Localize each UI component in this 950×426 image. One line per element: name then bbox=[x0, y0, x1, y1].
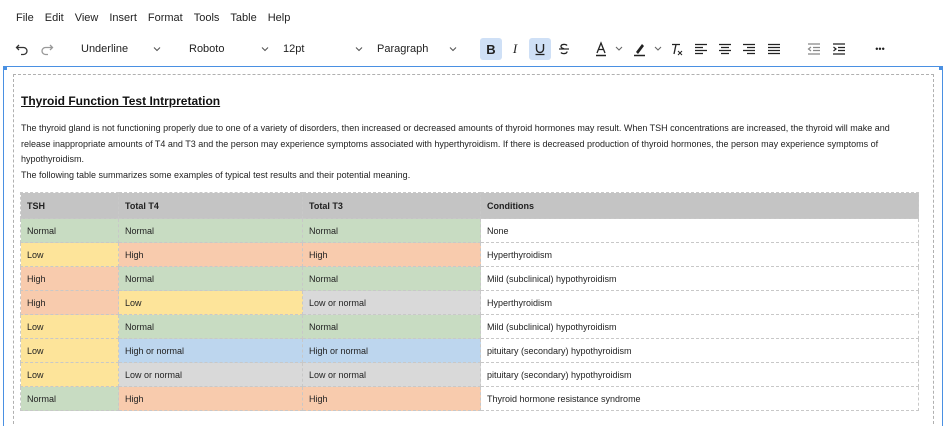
align-justify-button[interactable] bbox=[765, 36, 783, 62]
chevron-down-icon bbox=[448, 44, 458, 54]
align-justify-icon bbox=[767, 42, 781, 56]
cell-total-t3: High bbox=[303, 243, 481, 267]
cell-tsh: Low bbox=[21, 243, 119, 267]
cell-total-t4: High or normal bbox=[119, 339, 303, 363]
menu-edit[interactable]: Edit bbox=[44, 12, 64, 24]
outdent-icon bbox=[807, 42, 821, 56]
block-format-select[interactable] bbox=[372, 38, 462, 60]
align-center-button[interactable] bbox=[716, 36, 734, 62]
underline-icon bbox=[533, 42, 547, 56]
table-row bbox=[21, 291, 919, 315]
cell-total-t3: Normal bbox=[303, 267, 481, 291]
table-row bbox=[21, 267, 919, 291]
menu-insert[interactable]: Insert bbox=[109, 12, 137, 24]
cell-conditions: Thyroid hormone resistance syndrome bbox=[481, 387, 919, 411]
cell-tsh: Low bbox=[21, 339, 119, 363]
undo-button[interactable] bbox=[12, 36, 32, 62]
clear-formatting-button[interactable] bbox=[668, 36, 686, 62]
cell-tsh: Low bbox=[21, 315, 119, 339]
highlight-color-button[interactable] bbox=[632, 36, 664, 62]
italic-button[interactable] bbox=[504, 38, 526, 60]
cell-total-t3: High or normal bbox=[303, 339, 481, 363]
menu-table[interactable]: Table bbox=[230, 12, 257, 24]
redo-icon bbox=[40, 42, 54, 56]
cell-tsh: High bbox=[21, 267, 119, 291]
cell-tsh: High bbox=[21, 291, 119, 315]
menu-help[interactable]: Help bbox=[267, 12, 291, 24]
text-color-button[interactable] bbox=[594, 36, 624, 62]
redo-button[interactable] bbox=[37, 36, 57, 62]
cell-conditions: pituitary (secondary) hypothyroidism bbox=[481, 339, 919, 363]
cell-total-t4: High bbox=[119, 387, 303, 411]
table-row bbox=[21, 219, 919, 243]
indent-button[interactable] bbox=[830, 36, 848, 62]
cell-tsh: Normal bbox=[21, 219, 119, 243]
align-center-icon bbox=[718, 42, 732, 56]
table-row bbox=[21, 387, 919, 411]
document-title: Thyroid Function Test Intrpretation bbox=[21, 94, 221, 108]
cell-tsh: Low bbox=[21, 363, 119, 387]
table-row bbox=[21, 243, 919, 267]
cell-tsh: Normal bbox=[21, 387, 119, 411]
text-color-icon bbox=[594, 41, 624, 57]
cell-conditions: Mild (subclinical) hypothyroidism bbox=[481, 267, 919, 291]
highlighter-icon bbox=[632, 41, 664, 57]
font-family-value: Roboto bbox=[189, 43, 225, 55]
cell-total-t3: Low or normal bbox=[303, 291, 481, 315]
header-conditions: Conditions bbox=[481, 193, 919, 219]
thyroid-results-table bbox=[20, 192, 919, 411]
header-total-t3: Total T3 bbox=[303, 193, 481, 219]
menu-file[interactable]: File bbox=[16, 12, 34, 24]
text-style-select[interactable] bbox=[76, 38, 166, 60]
cell-conditions: pituitary (secondary) hypothyroidism bbox=[481, 363, 919, 387]
block-format-value: Paragraph bbox=[377, 43, 429, 55]
editor-area[interactable] bbox=[3, 66, 943, 426]
outdent-button[interactable] bbox=[805, 36, 823, 62]
chevron-down-icon bbox=[152, 44, 162, 54]
cell-total-t4: Low or normal bbox=[119, 363, 303, 387]
cell-total-t3: Normal bbox=[303, 315, 481, 339]
align-right-icon bbox=[742, 42, 756, 56]
undo-icon bbox=[15, 42, 29, 56]
chevron-down-icon bbox=[354, 44, 364, 54]
align-right-button[interactable] bbox=[740, 36, 758, 62]
bold-button[interactable] bbox=[480, 38, 502, 60]
bold-icon: B bbox=[486, 41, 496, 57]
menu-tools[interactable]: Tools bbox=[193, 12, 220, 24]
cell-total-t4: Normal bbox=[119, 219, 303, 243]
table-row bbox=[21, 339, 919, 363]
cell-total-t3: High bbox=[303, 387, 481, 411]
toolbar bbox=[0, 36, 950, 62]
menu-format[interactable]: Format bbox=[147, 12, 183, 24]
cell-conditions: Mild (subclinical) hypothyroidism bbox=[481, 315, 919, 339]
menu-bar bbox=[0, 0, 950, 36]
cell-total-t3: Low or normal bbox=[303, 363, 481, 387]
font-size-value: 12pt bbox=[283, 43, 305, 55]
cell-total-t4: Normal bbox=[119, 315, 303, 339]
resize-handle-left[interactable] bbox=[3, 66, 7, 70]
underline-button[interactable] bbox=[529, 38, 551, 60]
cell-total-t4: High bbox=[119, 243, 303, 267]
cell-total-t4: Low bbox=[119, 291, 303, 315]
text-style-value: Underline bbox=[81, 43, 129, 55]
cell-conditions: None bbox=[481, 219, 919, 243]
table-row bbox=[21, 363, 919, 387]
header-tsh: TSH bbox=[21, 193, 119, 219]
font-size-select[interactable] bbox=[278, 38, 368, 60]
align-left-button[interactable] bbox=[692, 36, 710, 62]
table-header-row bbox=[21, 193, 919, 219]
cell-conditions: Hyperthyroidism bbox=[481, 243, 919, 267]
clear-formatting-icon bbox=[670, 42, 684, 56]
cell-total-t4: Normal bbox=[119, 267, 303, 291]
more-icon: ••• bbox=[875, 44, 885, 54]
strikethrough-button[interactable] bbox=[553, 38, 575, 60]
strikethrough-icon bbox=[557, 42, 571, 56]
table-row bbox=[21, 315, 919, 339]
align-left-icon bbox=[694, 42, 708, 56]
italic-icon: I bbox=[512, 41, 518, 56]
resize-handle-right[interactable] bbox=[939, 66, 943, 70]
menu-view[interactable]: View bbox=[74, 12, 99, 24]
chevron-down-icon bbox=[260, 44, 270, 54]
header-total-t4: Total T4 bbox=[119, 193, 303, 219]
more-options-button[interactable] bbox=[868, 36, 892, 62]
cell-total-t3: Normal bbox=[303, 219, 481, 243]
intro-paragraph: The thyroid gland is not functioning properly due to one of a variety of disorders, then increased or decreased amounts of thyroid hormones may result. When TSH concentrations are increased, the thyroid will make and release inappropriate amounts of T4 and T3 and the person may experience symptoms associated with hyperthyroidism. If there is decreased production of thyroid hormones, the person may experience symptoms of hypothyroidism. bbox=[21, 123, 890, 165]
indent-icon bbox=[832, 42, 846, 56]
document-body[interactable] bbox=[13, 74, 934, 426]
summary-paragraph: The following table summarizes some examples of typical test results and their potential meaning. bbox=[21, 170, 411, 180]
font-family-select[interactable] bbox=[184, 38, 274, 60]
cell-conditions: Hyperthyroidism bbox=[481, 291, 919, 315]
